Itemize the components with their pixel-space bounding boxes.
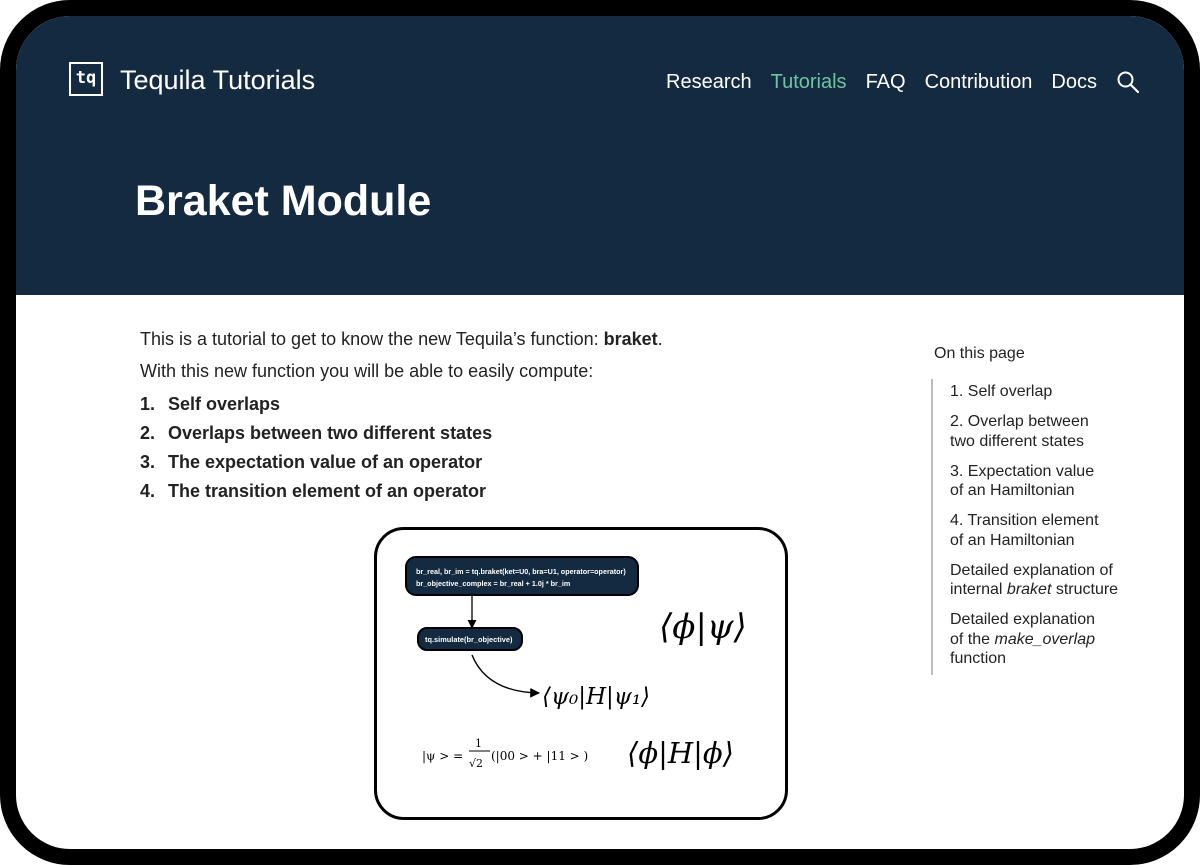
flow-arrow-curve: [472, 655, 539, 693]
math-state-den: √2: [469, 757, 484, 770]
toc-list: [931, 379, 1164, 675]
intro-suffix: .: [657, 329, 663, 349]
list-number: 1.: [140, 394, 156, 414]
intro-function-name: braket: [603, 329, 658, 349]
nav-faq[interactable]: FAQ: [865, 71, 906, 93]
toc-item-2[interactable]: 2. Overlap between two different states: [950, 413, 1089, 450]
site-header: [16, 16, 1184, 295]
intro-text-2: With this new function you will be able to easily compute:: [140, 361, 594, 381]
braket-diagram-svg: [377, 530, 785, 817]
list-item: [140, 448, 780, 477]
toc-item-5[interactable]: Detailed explanation of internal braket structure: [950, 561, 1119, 598]
list-text: Self overlaps: [168, 394, 281, 414]
list-number: 3.: [140, 452, 156, 472]
list-text: The expectation value of an operator: [168, 452, 483, 472]
braket-diagram: [374, 527, 788, 820]
page-title: Braket Module: [135, 177, 432, 225]
list-item: [140, 390, 780, 419]
main-content: [140, 326, 780, 506]
nav-research[interactable]: Research: [666, 71, 752, 93]
on-this-page: [934, 343, 1164, 675]
list-number: 2.: [140, 423, 156, 443]
intro-prefix: This is a tutorial to get to know the new Tequila’s function:: [140, 329, 604, 349]
list-text: The transition element of an operator: [168, 481, 487, 501]
math-state-lhs: |ψ > =: [422, 749, 464, 763]
intro-text: [140, 326, 780, 352]
main-nav: [666, 68, 1140, 96]
toc-item-4[interactable]: 4. Transition element of an Hamiltonian: [950, 512, 1099, 549]
list-item: [140, 419, 780, 448]
list-text: Overlaps between two different states: [168, 423, 493, 443]
toc-item-6[interactable]: Detailed explanation of the make_overlap function: [950, 611, 1095, 667]
code-box-braket: [406, 557, 638, 595]
toc-item-3[interactable]: 3. Expectation value of an Hamiltonian: [950, 462, 1095, 499]
feature-list: [140, 390, 780, 506]
code-simulate: tq.simulate(br_objective): [425, 635, 513, 644]
code-line-1: br_real, br_im = tq.braket(ket=U0, bra=U1, operator=operator): [416, 567, 626, 576]
list-item: [140, 477, 780, 506]
search-icon[interactable]: [1116, 70, 1140, 94]
nav-docs[interactable]: Docs: [1051, 71, 1097, 93]
math-expectation: ⟨ϕ|H|ϕ⟩: [627, 736, 734, 770]
toc-item-1[interactable]: 1. Self overlap: [950, 383, 1053, 400]
list-number: 4.: [140, 481, 156, 501]
nav-tutorials[interactable]: Tutorials: [770, 71, 847, 93]
toc-title: On this page: [934, 345, 1025, 362]
math-state-num: 1: [475, 737, 482, 750]
site-logo[interactable]: tq: [69, 62, 103, 96]
nav-contribution[interactable]: Contribution: [924, 71, 1033, 93]
math-transition: ⟨ψ₀|H|ψ₁⟩: [542, 684, 651, 710]
math-overlap: ⟨ϕ|ψ⟩: [659, 607, 747, 647]
code-line-2: br_objective_complex = br_real + 1.0j * br_im: [416, 579, 571, 588]
site-title[interactable]: Tequila Tutorials: [120, 65, 316, 95]
math-state-rhs: (|00 > + |11 > ): [491, 749, 589, 763]
